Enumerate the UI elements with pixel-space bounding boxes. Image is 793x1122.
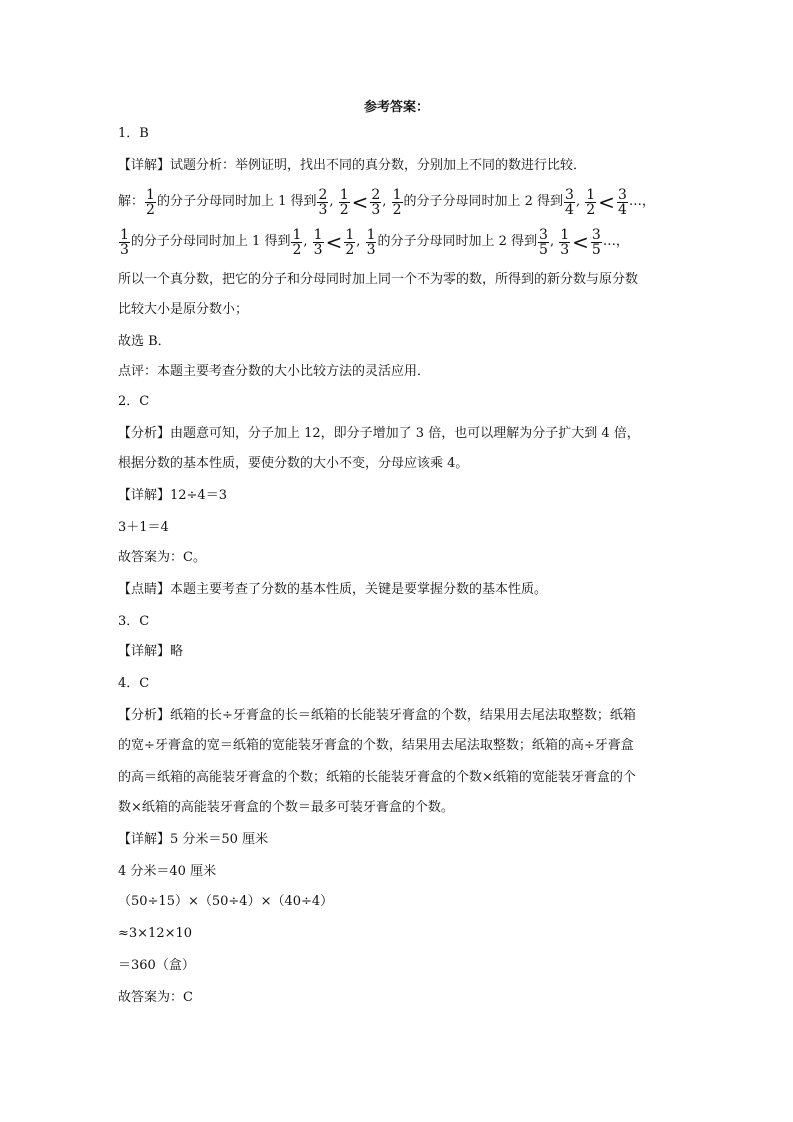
fraction-one-third: $\frac{1}{3}$ xyxy=(313,226,323,258)
q1-conclusion-1: 所以一个真分数，把它的分子和分母同时加上同一个不为零的数，所得到的新分数与原分数 xyxy=(118,272,639,287)
q2-detail-2: 3＋1＝4 xyxy=(118,520,169,535)
q1-detail: 【详解】试题分析：举例证明，找出不同的真分数，分别加上不同的数进行比较． xyxy=(118,158,587,173)
q2-analysis-1: 【分析】由题意可知，分子加上 12，即分子增加了 3 倍，也可以理解为分子扩大到 4 倍， xyxy=(118,426,640,441)
q4-analysis-2: 的宽÷牙膏盒的宽＝纸箱的宽能装牙膏盒的个数，结果用去尾法取整数；纸箱的高÷牙膏盒 xyxy=(118,738,634,753)
text-add-2: 的分子分母同时加上 2 得到 xyxy=(377,234,538,249)
text-add-2: 的分子分母同时加上 2 得到 xyxy=(403,194,564,209)
less-than-sign: < xyxy=(325,230,343,254)
page-title: 参考答案： xyxy=(363,100,429,115)
fraction-one-third: $\frac{1}{3}$ xyxy=(120,226,129,258)
q4-answer: 故答案为：C xyxy=(118,990,193,1005)
fraction-one-half: $\frac{1}{2}$ xyxy=(146,186,155,218)
q1-number: 1．B xyxy=(118,126,149,141)
fraction-one-third: $\frac{1}{3}$ xyxy=(560,226,570,258)
less-than-sign: < xyxy=(572,230,589,254)
q3-number: 3．C xyxy=(118,614,150,629)
text-add-1: 的分子分母同时加上 1 得到 xyxy=(130,234,291,249)
q1-solution-line1: 解： $\frac{1}{2}$ 的分子分母同时加上 1 得到 $\frac{2}{3}$ , $\frac{1}{2}$ < $\frac{2}{3}$ , $\frac{1}{2}$ 的分子分母同时加上 2 得到 $\frac{3}{4}$ , $\frac{1}{2}$ < $\frac{3}{4}$ …， xyxy=(118,186,655,218)
fraction-three-quarters: $\frac{3}{4}$ xyxy=(617,186,627,218)
q1-solution-line2: $\frac{1}{3}$ 的分子分母同时加上 1 得到 $\frac{1}{2}$ , $\frac{1}{3}$ < $\frac{1}{2}$ , $\frac{1}{3}$ 的分子分母同时加上 2 得到 $\frac{3}{5}$ , $\frac{1}{3}$ < $\frac{3}{5}$ …， xyxy=(120,226,629,258)
solve-prefix: 解： xyxy=(118,194,145,209)
q2-answer: 故答案为：C。 xyxy=(118,550,206,565)
text-add-1: 的分子分母同时加上 1 得到 xyxy=(156,194,317,209)
fraction-three-quarters: $\frac{3}{4}$ xyxy=(565,186,574,218)
fraction-two-thirds: $\frac{2}{3}$ xyxy=(318,186,328,218)
fraction-one-half: $\frac{1}{2}$ xyxy=(586,186,596,218)
q2-comment: 【点睛】本题主要考查了分数的基本性质，关键是要掌握分数的基本性质。 xyxy=(118,582,548,597)
q4-analysis-4: 数×纸箱的高能装牙膏盒的个数＝最多可装牙膏盒的个数。 xyxy=(118,800,454,815)
fraction-three-fifths: $\frac{3}{5}$ xyxy=(591,226,601,258)
q4-detail-1: 【详解】5 分米＝50 厘米 xyxy=(118,832,269,847)
q2-number: 2．C xyxy=(118,394,150,409)
q4-detail-3: （50÷15）×（50÷4）×（40÷4） xyxy=(118,894,334,909)
fraction-one-half: $\frac{1}{2}$ xyxy=(292,226,302,258)
q4-number: 4．C xyxy=(118,676,150,691)
q1-choice: 故选 B． xyxy=(118,334,171,349)
fraction-two-thirds: $\frac{2}{3}$ xyxy=(371,186,381,218)
less-than-sign: < xyxy=(351,190,369,214)
q2-analysis-2: 根据分数的基本性质，要使分数的大小不变，分母应该乘 4。 xyxy=(118,456,469,471)
fraction-one-half: $\frac{1}{2}$ xyxy=(345,226,355,258)
q4-analysis-1: 【分析】纸箱的长÷牙膏盒的长＝纸箱的长能装牙膏盒的个数，结果用去尾法取整数；纸箱 xyxy=(118,708,636,723)
q3-detail: 【详解】略 xyxy=(118,644,184,659)
fraction-one-half: $\frac{1}{2}$ xyxy=(339,186,349,218)
less-than-sign: < xyxy=(598,190,615,214)
fraction-one-half: $\frac{1}{2}$ xyxy=(392,186,402,218)
q1-comment: 点评：本题主要考查分数的大小比较方法的灵活应用． xyxy=(118,364,431,379)
q4-detail-5: ＝360（盒） xyxy=(118,958,195,973)
q4-detail-2: 4 分米＝40 厘米 xyxy=(118,864,217,879)
q2-detail-1: 【详解】12÷4＝3 xyxy=(118,488,227,503)
q4-analysis-3: 的高＝纸箱的高能装牙膏盒的个数；纸箱的长能装牙膏盒的个数×纸箱的宽能装牙膏盒的个 xyxy=(118,770,636,785)
fraction-one-third: $\frac{1}{3}$ xyxy=(366,226,376,258)
fraction-three-fifths: $\frac{3}{5}$ xyxy=(539,226,548,258)
q1-conclusion-2: 比较大小是原分数小； xyxy=(118,302,249,317)
q4-detail-4: ≈3×12×10 xyxy=(118,926,193,941)
